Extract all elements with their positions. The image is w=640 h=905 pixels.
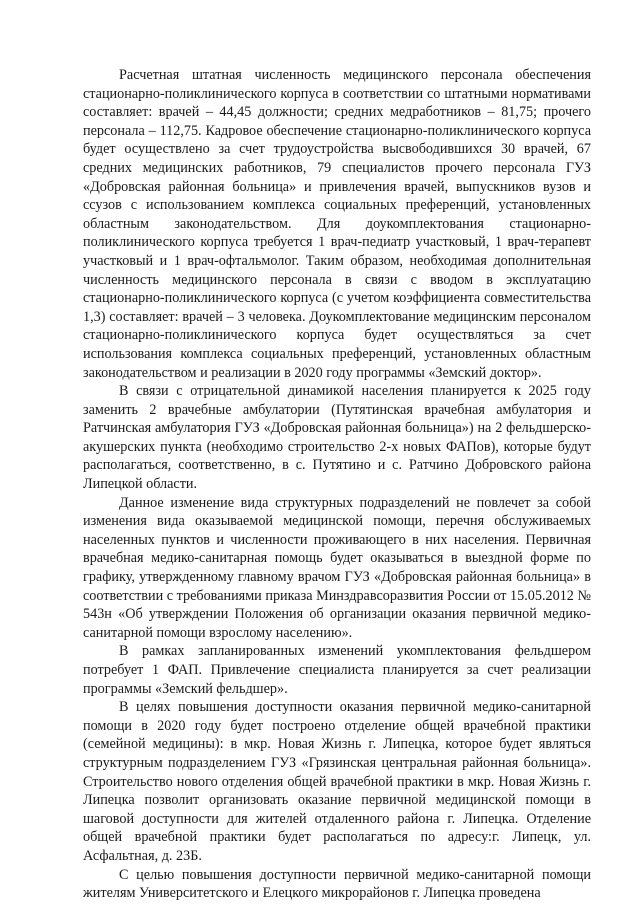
paragraph-general-practice: В целях повышения доступности оказания первичной медико-санитарной помощи в 2020 году будет построено отделение общей врачебной практики (семейной медицины): в мкр. Новая Жизнь г. Липецка, которое будет являться структурным подразделением ГУЗ «Грязинская центральная районная больница». Строительство нового отделения общей врачебной практики в мкр. Новая Жизнь г. Липецка позволит организовать оказание первичной медицинской помощи в шаговой доступности для жителей отдаленного района г. Липецка. Отделение общей врачебной практики будет располагаться по адресу:г. Липецк, ул. Асфальтная, д. 23Б.	[83, 699, 591, 864]
paragraph-staffing: Расчетная штатная численность медицинского персонала обеспечения стационарно-поликлинического корпуса в соответствии со штатными нормативами составляет: врачей – 44,45 должности; средних медработников – 81,75; прочего персонала – 112,75. Кадровое обеспечение стационарно-поликлинического корпуса будет осуществлено за счет трудоустройства высвободившихся 30 врачей, 67 средних медицинских работников, 79 специалистов прочего персонала ГУЗ «Добровская районная больница» и привлечения врачей, выпускников вузов и ссузов с использованием комплекса социальных преференций, установленных областным законодательством. Для доукомплектования стационарно-поликлинического корпуса требуется 1 врач-педиатр участковый, 1 врач-терапевт участковый и 1 врач-офтальмолог. Таким образом, необходимая дополнительная численность медицинского персонала в связи с вводом в эксплуатацию стационарно-поликлинического корпуса (с учетом коэффициента совместительства 1,3) составляет: врачей – 3 человека. Доукомплектование медицинским персоналом стационарно-поликлинического корпуса будет осуществляться за счет использования комплекса социальных преференций, установленных областным законодательством и реализации в 2020 году программы «Земский доктор».	[83, 67, 591, 381]
paragraph-accessibility: С целью повышения доступности первичной медико-санитарной помощи жителям Университетского и Елецкого микрорайонов г. Липецка проведена	[83, 866, 591, 902]
paragraph-service-changes: Данное изменение вида структурных подразделений не повлечет за собой изменения вида оказываемой медицинской помощи, перечня обслуживаемых населенных пунктов и численности проживающего в них населения. Первичная врачебная медико-санитарная помощь будет оказываться в выездной форме по графику, утвержденному главному врачом ГУЗ «Добровская районная больница» в соответствии с требованиями приказа Минздравсоразвития России от 15.05.2012 № 543н «Об утверждении Положения об организации оказания первичной медико-санитарной помощи взрослому населению».	[83, 494, 591, 641]
paragraph-feldsher-staffing: В рамках запланированных изменений укомплектования фельдшером потребует 1 ФАП. Привлечение специалиста планируется за счет реализации программы «Земский фельдшер».	[83, 643, 591, 697]
paragraph-ambulatory-replacement: В связи с отрицательной динамикой населения планируется к 2025 году заменить 2 врачебные амбулатории (Путятинская врачебная амбулатория и Ратчинская амбулатория ГУЗ «Добровская районная больница») на 2 фельдшерско-акушерских пункта (необходимо строительство 2-х новых ФАПов), которые будут располагаться, соответственно, в с. Путятино и с. Ратчино Добровского района Липецкой области.	[83, 383, 591, 493]
document-body	[83, 66, 591, 903]
